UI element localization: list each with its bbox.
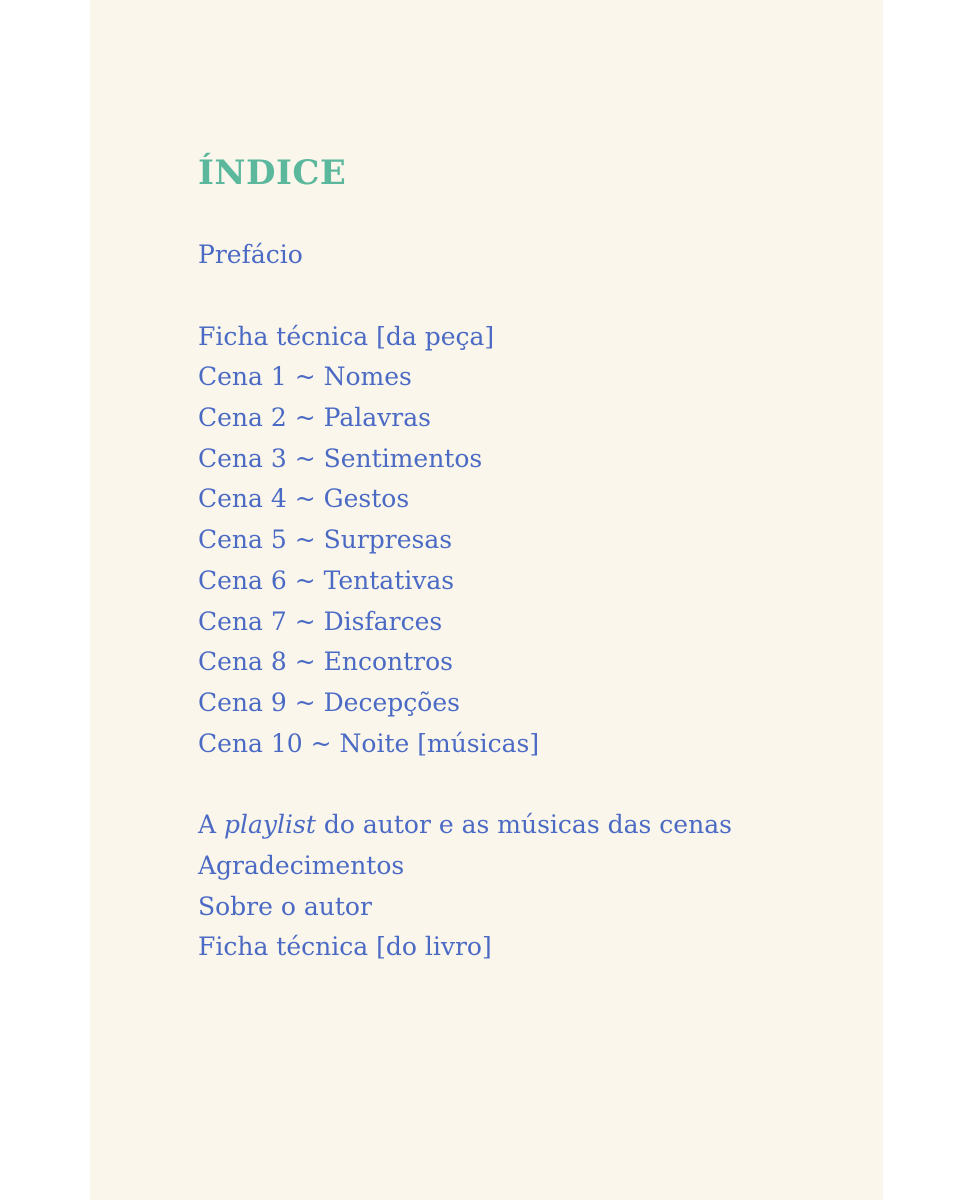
toc-group-preface xyxy=(198,235,858,276)
toc-item-playlist[interactable] xyxy=(198,805,858,846)
toc-item-cena-8[interactable]: Cena 8 ~ Encontros xyxy=(198,647,454,677)
toc-item-cena-10[interactable]: Cena 10 ~ Noite [músicas] xyxy=(198,728,540,758)
playlist-suffix: do autor e as músicas das cenas xyxy=(315,810,732,840)
toc-item-cena-4[interactable]: Cena 4 ~ Gestos xyxy=(198,484,410,514)
toc-item-cena-1[interactable]: Cena 1 ~ Nomes xyxy=(198,362,412,392)
toc-group-back-matter xyxy=(198,805,858,968)
toc-item-agradecimentos[interactable]: Agradecimentos xyxy=(198,850,405,880)
toc-item-prefacio[interactable]: Prefácio xyxy=(198,240,303,269)
toc-group-play xyxy=(198,317,858,765)
toc-item-cena-3[interactable]: Cena 3 ~ Sentimentos xyxy=(198,443,483,473)
toc-item-ficha-tecnica-livro[interactable]: Ficha técnica [do livro] xyxy=(198,932,492,962)
toc-item-cena-2[interactable]: Cena 2 ~ Palavras xyxy=(198,403,431,433)
toc-item-cena-5[interactable]: Cena 5 ~ Surpresas xyxy=(198,525,453,555)
toc-item-ficha-tecnica-peca[interactable]: Ficha técnica [da peça] xyxy=(198,321,495,351)
playlist-prefix: A xyxy=(198,810,225,840)
table-of-contents xyxy=(198,148,858,968)
playlist-italic-word: playlist xyxy=(224,810,316,840)
page-title: ÍNDICE xyxy=(198,153,347,193)
toc-item-cena-9[interactable]: Cena 9 ~ Decepções xyxy=(198,687,460,717)
book-page xyxy=(90,0,883,1200)
toc-item-cena-7[interactable]: Cena 7 ~ Disfarces xyxy=(198,606,443,636)
toc-item-cena-6[interactable]: Cena 6 ~ Tentativas xyxy=(198,565,455,595)
toc-item-sobre-o-autor[interactable]: Sobre o autor xyxy=(198,891,372,921)
